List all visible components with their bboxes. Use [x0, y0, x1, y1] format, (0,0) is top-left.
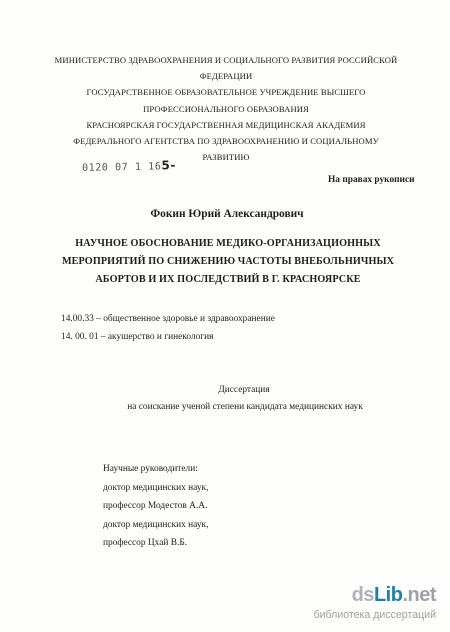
registration-stamp [82, 158, 176, 174]
title-line: НАУЧНОЕ ОБОСНОВАНИЕ МЕДИКО-ОРГАНИЗАЦИОННЫХ [75, 238, 381, 249]
logo-net: .net [402, 584, 436, 606]
stamp-tail: 5- [161, 158, 177, 173]
supervisor-line: профессор Модестов А.А. [103, 501, 208, 511]
specialty-codes [61, 310, 275, 346]
stamp-number: 0120 07 1 16 [81, 161, 162, 174]
header-line: КРАСНОЯРСКАЯ ГОСУДАРСТВЕННАЯ МЕДИЦИНСКАЯ АКАДЕМИЯ [86, 119, 366, 130]
dslib-watermark [286, 584, 436, 628]
supervisors-block [103, 460, 208, 553]
specialty-item: 14.00.33 – общественное здоровье и здравоохранение [61, 314, 275, 324]
institution-header [40, 52, 412, 165]
header-line: РАЗВИТИЮ [202, 152, 250, 163]
title-line: АБОРТОВ И ИХ ПОСЛЕДСТВИЙ В Г. КРАСНОЯРСКЕ [95, 274, 361, 285]
header-line: ГОСУДАРСТВЕННОЕ ОБРАЗОВАТЕЛЬНОЕ УЧРЕЖДЕНИЕ ВЫСШЕГО [86, 87, 366, 98]
dslib-logo [352, 584, 436, 607]
degree-description: на соискание ученой степени кандидата медицинских наук [127, 402, 363, 412]
supervisor-line: профессор Цхай В.Б. [103, 538, 188, 548]
author-name-row [0, 208, 450, 220]
header-line: ФЕДЕРАЦИИ [199, 71, 253, 82]
specialty-item: 14. 00. 01 – акушерство и гинекология [61, 332, 214, 342]
logo-ds: ds [351, 584, 374, 606]
title-line: МЕРОПРИЯТИЙ ПО СНИЖЕНИЮ ЧАСТОТЫ ВНЕБОЛЬНИЧНЫХ [61, 256, 395, 267]
dissertation-label: Диссертация [218, 385, 270, 395]
dissertation-title [40, 235, 416, 289]
logo-lib: Lib [373, 584, 403, 606]
supervisor-line: доктор медицинских наук, [103, 482, 209, 493]
header-line: ПРОФЕССИОНАЛЬНОГО ОБРАЗОВАНИЯ [143, 103, 309, 114]
manuscript-rights-note: На правах рукописи [328, 175, 415, 185]
supervisors-heading: Научные руководители: [103, 464, 198, 474]
watermark-caption: библиотека диссертаций [313, 609, 436, 621]
header-line: МИНИСТЕРСТВО ЗДРАВООХРАНЕНИЯ И СОЦИАЛЬНОГО РАЗВИТИЯ РОССИЙСКОЙ [54, 55, 398, 65]
dissertation-label-block [0, 382, 450, 416]
supervisor-line: доктор медицинских наук, [103, 519, 209, 530]
header-line: ФЕДЕРАЛЬНОГО АГЕНТСТВА ПО ЗДРАВООХРАНЕНИЮ И СОЦИАЛЬНОМУ [73, 136, 379, 147]
author-name: Фокин Юрий Александрович [150, 208, 304, 220]
